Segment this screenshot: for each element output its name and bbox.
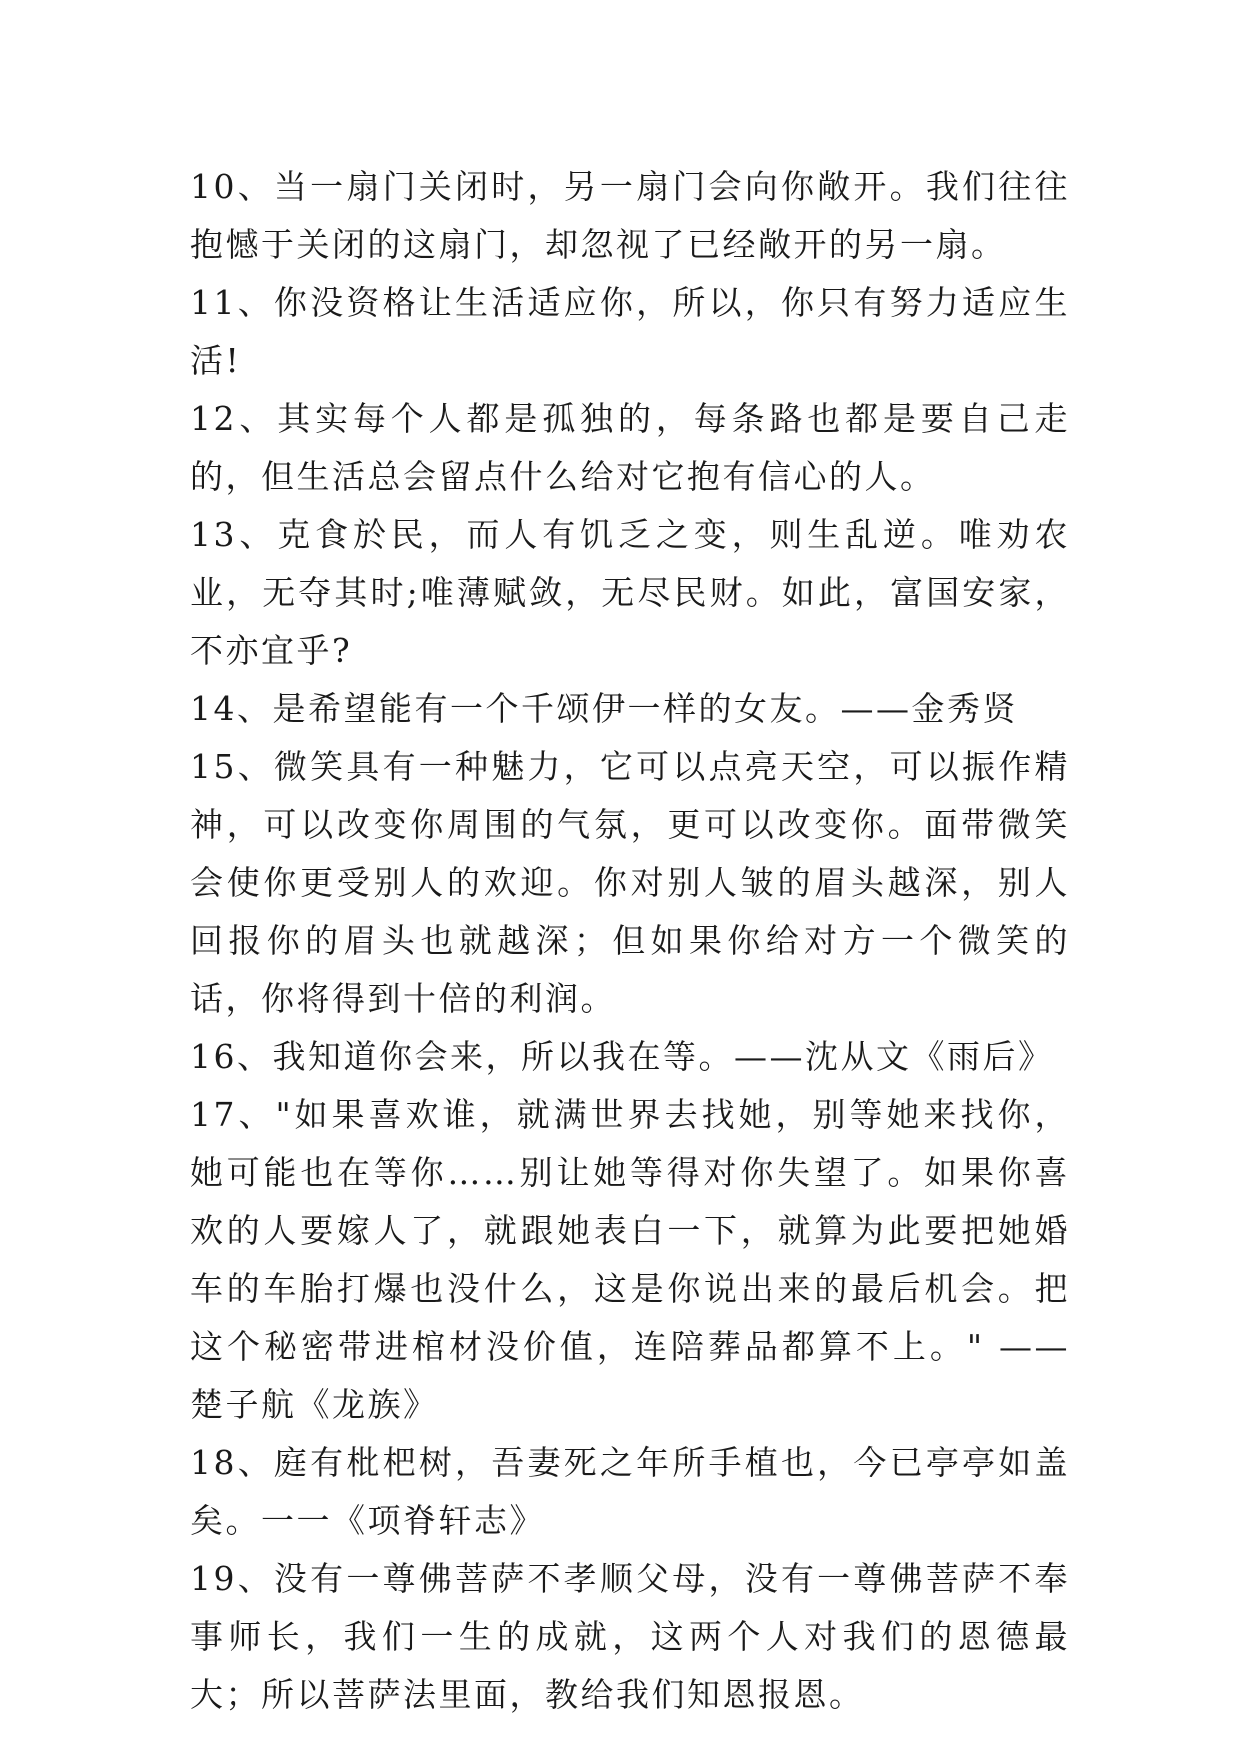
paragraph-12: 12、其实每个人都是孤独的，每条路也都是要自己走的，但生活总会留点什么给对它抱有信心的人。 — [190, 399, 1070, 496]
paragraph-10: 10、当一扇门关闭时，另一扇门会向你敞开。我们往往抱憾于关闭的这扇门，却忽视了已经敞开的另一扇。 — [190, 167, 1070, 264]
paragraph-14: 14、是希望能有一个千颂伊一样的女友。——金秀贤 — [190, 689, 1018, 728]
paragraph-15: 15、微笑具有一种魅力，它可以点亮天空，可以振作精神，可以改变你周围的气氛，更可以改变你。面带微笑会使你更受别人的欢迎。你对别人皱的眉头越深，别人回报你的眉头也就越深；但如果你给对方一个微笑的话，你将得到十倍的利润。 — [190, 747, 1070, 1018]
document-body — [190, 158, 1070, 1724]
paragraph-11: 11、你没资格让生活适应你，所以，你只有努力适应生活! — [190, 283, 1070, 380]
paragraph-16: 16、我知道你会来，所以我在等。——沈从文《雨后》 — [190, 1037, 1054, 1076]
paragraph-17: 17、"如果喜欢谁，就满世界去找她，别等她来找你，她可能也在等你……别让她等得对你失望了。如果你喜欢的人要嫁人了，就跟她表白一下，就算为此要把她婚车的车胎打爆也没什么，这是你说出来的最后机会。把这个秘密带进棺材没价值，连陪葬品都算不上。" ——楚子航《龙族》 — [190, 1095, 1070, 1424]
paragraph-18: 18、庭有枇杷树，吾妻死之年所手植也，今已亭亭如盖矣。一一《项脊轩志》 — [190, 1443, 1070, 1540]
paragraph-13: 13、克食於民，而人有饥乏之变，则生乱逆。唯劝农业，无夺其时;唯薄赋敛，无尽民财。如此，富国安家，不亦宜乎? — [190, 515, 1070, 670]
paragraph-19: 19、没有一尊佛菩萨不孝顺父母，没有一尊佛菩萨不奉事师长，我们一生的成就，这两个人对我们的恩德最大；所以菩萨法里面，教给我们知恩报恩。 — [190, 1559, 1070, 1714]
